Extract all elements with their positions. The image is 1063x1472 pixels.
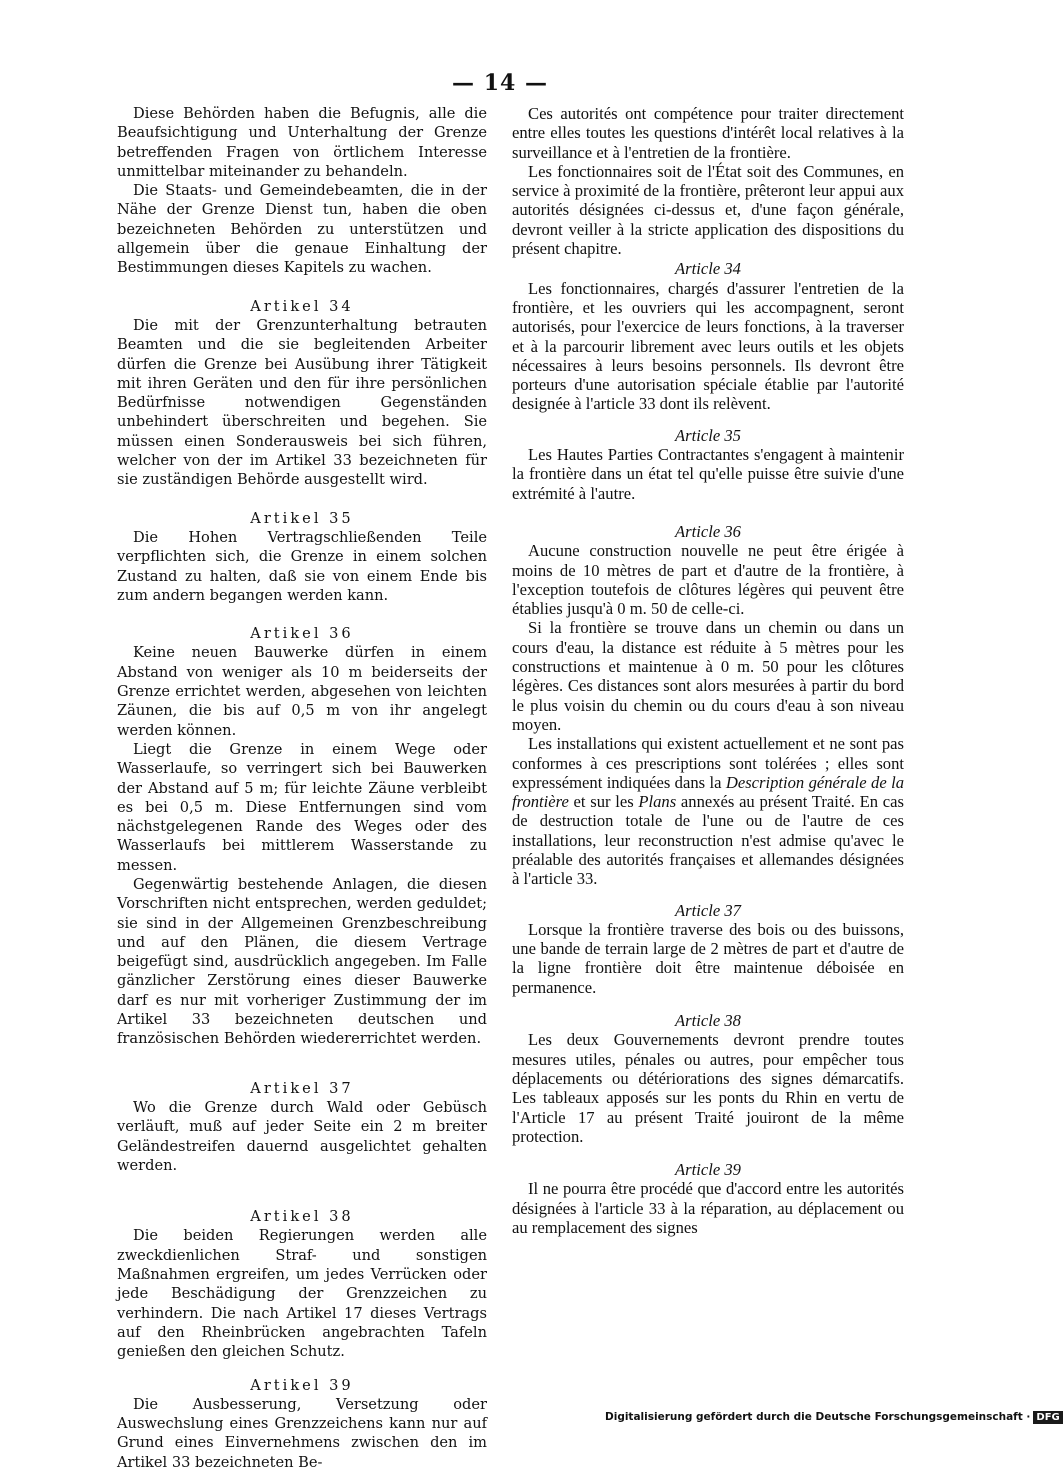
fr-article-38-paragraph: Les deux Gouvernements devront prendre toutes mesures utiles, pénales ou autres, pour empêcher tous déplacements ou détériorations des signes démarcatifs. Les tableaux apposés sur les ponts du Rhin en vertu de l'Article 17 au présent Traité jouiront de la même protection.	[512, 1030, 904, 1146]
fr-article-36-heading: Article 36	[675, 521, 741, 541]
de-article-35-heading: Artikel 35	[250, 509, 354, 527]
de-article-38-heading: Artikel 38	[250, 1208, 354, 1226]
fr-article-35-paragraph: Les Hautes Parties Contractantes s'engagent à maintenir la frontière dans un état tel qu'elle puisse être suivie d'une extrémité à l'autre.	[512, 445, 904, 503]
fr-article-39-paragraph: Il ne pourra être procédé que d'accord entre les autorités désignées à l'article 33 à la réparation, au déplacement ou au remplacement des signes	[512, 1179, 904, 1238]
de-article-36-paragraph-2: Liegt die Grenze in einem Wege oder Wasserlaufe, so verringert sich bei Bauwerken der Abstand auf 5 m; für leichte Zäune verbleibt es bei 0,5 m. Diese Entfernungen sind vom nächstgelegenen Rande des Weges oder des Wasserlaufs bei mittlerem Wasserstande zu messen.	[117, 740, 487, 874]
fr-intro-paragraph-2: Les fonctionnaires soit de l'État soit des Communes, en service à proximité de la frontière, prêteront leur appui aux autorités désignées ci-dessus et, d'une façon générale, devront veiller à la stricte application des dispositions du présent chapitre.	[512, 161, 904, 259]
fr-article-36-paragraph-1: Aucune construction nouvelle ne peut être érigée à moins de 10 mètres de part et d'autre de la frontière, à l'exception toutefois de clôtures légères qui peuvent être établies jusqu'à 0 m. 50 de celle-ci.	[512, 541, 904, 619]
de-article-36-heading: Artikel 36	[250, 625, 354, 643]
german-column	[117, 104, 487, 1472]
fr-article-36-plans-title: Plans	[638, 792, 677, 812]
french-column	[512, 104, 904, 1237]
fr-article-36-text-e: annexés au présent Traité. En cas de destruction totale de l'une ou de l'autre de ces installations, leur reconstruction n'est admise qu'avec le préalable des autorités françaises et allemandes désignées à l'article 33.	[512, 792, 904, 889]
fr-article-36-paragraph-3	[512, 734, 904, 888]
fr-article-36-text-a: Les installations qui existent actuellement et ne sont pas conformes à ces prescriptions sont tolérées ; elles sont expressément indiquées dans la	[512, 734, 904, 792]
fr-article-39-heading: Article 39	[675, 1160, 741, 1180]
de-article-39-paragraph: Die Ausbesserung, Versetzung oder Auswechslung eines Grenzzeichens kann nur auf Grund eines Einvernehmens zwischen den im Artikel 33 bezeichneten Be-	[117, 1395, 487, 1471]
dfg-logo: DFG	[1033, 1411, 1062, 1424]
fr-article-37-paragraph: Lorsque la frontière traverse des bois ou des buissons, une bande de terrain large de 2 mètres de part et d'autre de la ligne frontière doit être maintenue déboisée en permanence.	[512, 919, 904, 997]
de-article-37-paragraph: Wo die Grenze durch Wald oder Gebüsch verläuft, muß auf jeder Seite ein 2 m breiter Geländestreifen dauernd ausgelichtet gehalten werden.	[117, 1098, 487, 1174]
page-number: — 14 —	[452, 70, 548, 96]
de-article-34-heading: Artikel 34	[250, 297, 354, 315]
de-article-36-paragraph-3: Gegenwärtig bestehende Anlagen, die diesen Vorschriften nicht entsprechen, werden geduldet; sie sind in der Allgemeinen Grenzbeschreibung und auf den Plänen, die diesem Vertrage beigefügt sind, ausdrücklich angegeben. Im Falle gänzlicher Zerstörung eines dieser Bauwerke darf es nur mit vorheriger Zustimmung der im Artikel 33 bezeichneten deutschen und französischen Behörden wiedererrichtet werden.	[117, 875, 487, 1048]
fr-article-38-heading: Article 38	[675, 1011, 741, 1031]
de-article-34-paragraph: Die mit der Grenzunterhaltung betrauten Beamten und die sie begleitenden Arbeiter dürfen die Grenze bei Ausübung ihrer Tätigkeit mit ihren Geräten und den für ihre persönlichen Bedürfnisse notwendigen Gegenständen unbehindert überschreiten und begehen. Sie müssen einen Sonderausweis bei sich führen, welcher von der im Artikel 33 bezeichneten für sie zuständigen Behörde ausgestellt wird.	[117, 316, 487, 489]
fr-article-36-paragraph-2: Si la frontière se trouve dans un chemin ou dans un cours d'eau, la distance est réduite à 5 mètres pour les constructions et maintenue à 0 m. 50 pour les clôtures légères. Ces distances sont alors mesurées à partir du bord le plus voisin du chemin ou du cours d'eau à son niveau moyen.	[512, 618, 904, 734]
de-article-35-paragraph: Die Hohen Vertragschließenden Teile verpflichten sich, die Grenze in einem solchen Zustand zu halten, daß sie von einem Ende bis zum andern begangen werden kann.	[117, 528, 487, 604]
fr-article-34-paragraph: Les fonctionnaires, chargés d'assurer l'entretien de la frontière, et les ouvriers qui les accompagnent, seront autorisés, pour l'exercice de leurs fonctions, à la traverser et à la parcourir librement avec leurs outils et les objets nécessaires à leurs besoins personnels. Ils devront être porteurs d'une autorisation spéciale établie par l'autorité designée à l'article 33 dont ils relèvent.	[512, 278, 904, 414]
de-intro-paragraph-1: Diese Behörden haben die Befugnis, alle die Beaufsichtigung und Unterhaltung der Grenze betreffenden Fragen von örtlichem Interesse unmittelbar miteinander zu behandeln.	[117, 105, 487, 180]
fr-article-36-text-c: et sur les	[568, 792, 639, 812]
fr-article-37-heading: Article 37	[675, 900, 741, 920]
digitization-footer	[605, 1411, 1060, 1424]
fr-article-35-heading: Article 35	[675, 425, 741, 445]
fr-intro-paragraph-1: Ces autorités ont compétence pour traiter directement entre elles toutes les questions d'intérêt local relatives à la surveillance et à l'entretien de la frontière.	[512, 104, 904, 162]
footer-text: Digitalisierung gefördert durch die Deutsche Forschungsgemeinschaft ·	[605, 1411, 1031, 1423]
de-article-36-paragraph-1: Keine neuen Bauwerke dürfen in einem Abstand von weniger als 10 m beiderseits der Grenze errichtet werden, abgesehen von leichten Zäunen, die bis auf 0,5 m von ihr angelegt werden können.	[117, 644, 487, 739]
de-article-39-heading: Artikel 39	[250, 1376, 354, 1394]
de-article-38-paragraph: Die beiden Regierungen werden alle zweckdienlichen Straf- und sonstigen Maßnahmen ergreifen, um jedes Verrücken oder jede Beschädigung der Grenzzeichen zu verhindern. Die nach Artikel 17 dieses Vertrags auf den Rheinbrücken angebrachten Tafeln genießen den gleichen Schutz.	[117, 1227, 487, 1361]
de-article-37-heading: Artikel 37	[250, 1079, 354, 1097]
de-intro-paragraph-2: Die Staats- und Gemeindebeamten, die in der Nähe der Grenze Dienst tun, haben die oben bezeichneten Behörden zu unterstützen und allgemein über die genaue Einhaltung der Bestimmungen dieses Kapitels zu wachen.	[117, 182, 487, 277]
fr-article-34-heading: Article 34	[675, 259, 741, 279]
fr-article-36-description-title: Description générale de la frontière	[512, 772, 904, 812]
